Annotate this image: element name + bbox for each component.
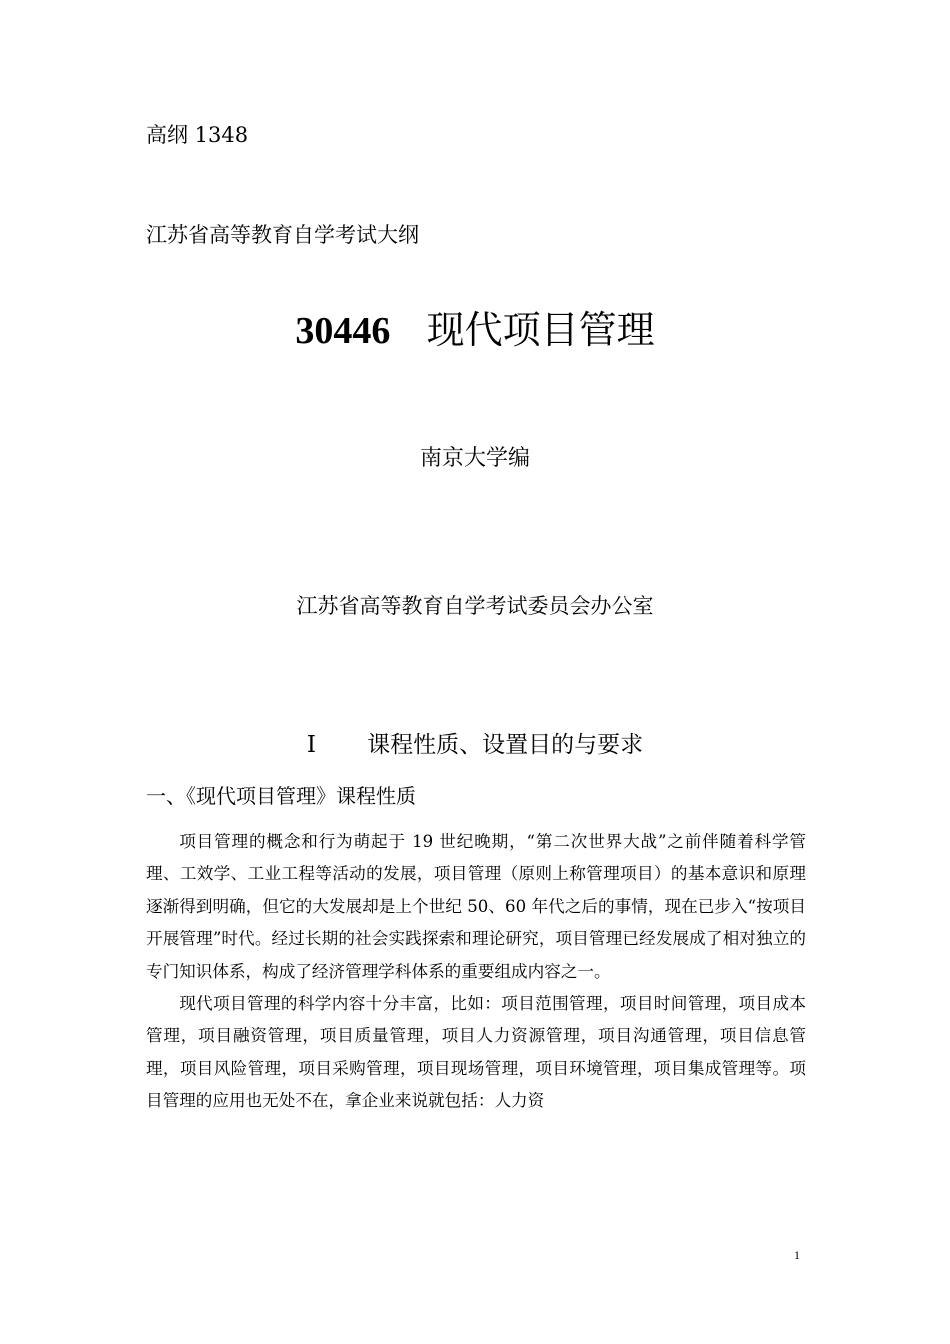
exam-series-title: 江苏省高等教育自学考试大纲 [146, 223, 419, 247]
editor-line: 南京大学编 [419, 446, 530, 471]
paragraph: 项目管理的概念和行为萌起于 19 世纪晚期，“第二次世界大战”之前伴随着科学管理、工效学、工业工程等活动的发展，项目管理（原则上称管理项目）的基本意识和原理逐渐得到明确，但它的大发展却是上个世纪 50、60 年代之后的事情，现在已步入“按项目开展管理”时代。经过长期的社会实践探索和理论研究，项目管理已经发展成了相对独立的专门知识体系，构成了经济管理学科体系的重要组成内容之一。 [146, 832, 806, 981]
paragraph: 现代项目管理的科学内容十分丰富，比如：项目范围管理，项目时间管理，项目成本管理，项目融资管理，项目质量管理，项目人力资源管理，项目沟通管理，项目信息管理，项目风险管理，项目采购管理，项目现场管理，项目环境管理，项目集成管理等。项目管理的应用也无处不在，拿企业来说就包括：人力资 [146, 994, 806, 1111]
section-heading [0, 728, 950, 762]
section-numeral: Ⅰ [306, 732, 316, 758]
course-code: 30446 [295, 310, 391, 352]
page-number: 1 [794, 1248, 800, 1262]
subsection-heading: 一、《现代项目管理》课程性质 [146, 784, 416, 808]
syllabus-code: 高纲 1348 [146, 123, 249, 147]
section-heading-text: 课程性质、设置目的与要求 [367, 732, 644, 758]
course-title [0, 300, 950, 361]
course-name: 现代项目管理 [426, 308, 655, 352]
issuing-office: 江苏省高等教育自学考试委员会办公室 [296, 594, 654, 618]
body-text [146, 826, 806, 1118]
